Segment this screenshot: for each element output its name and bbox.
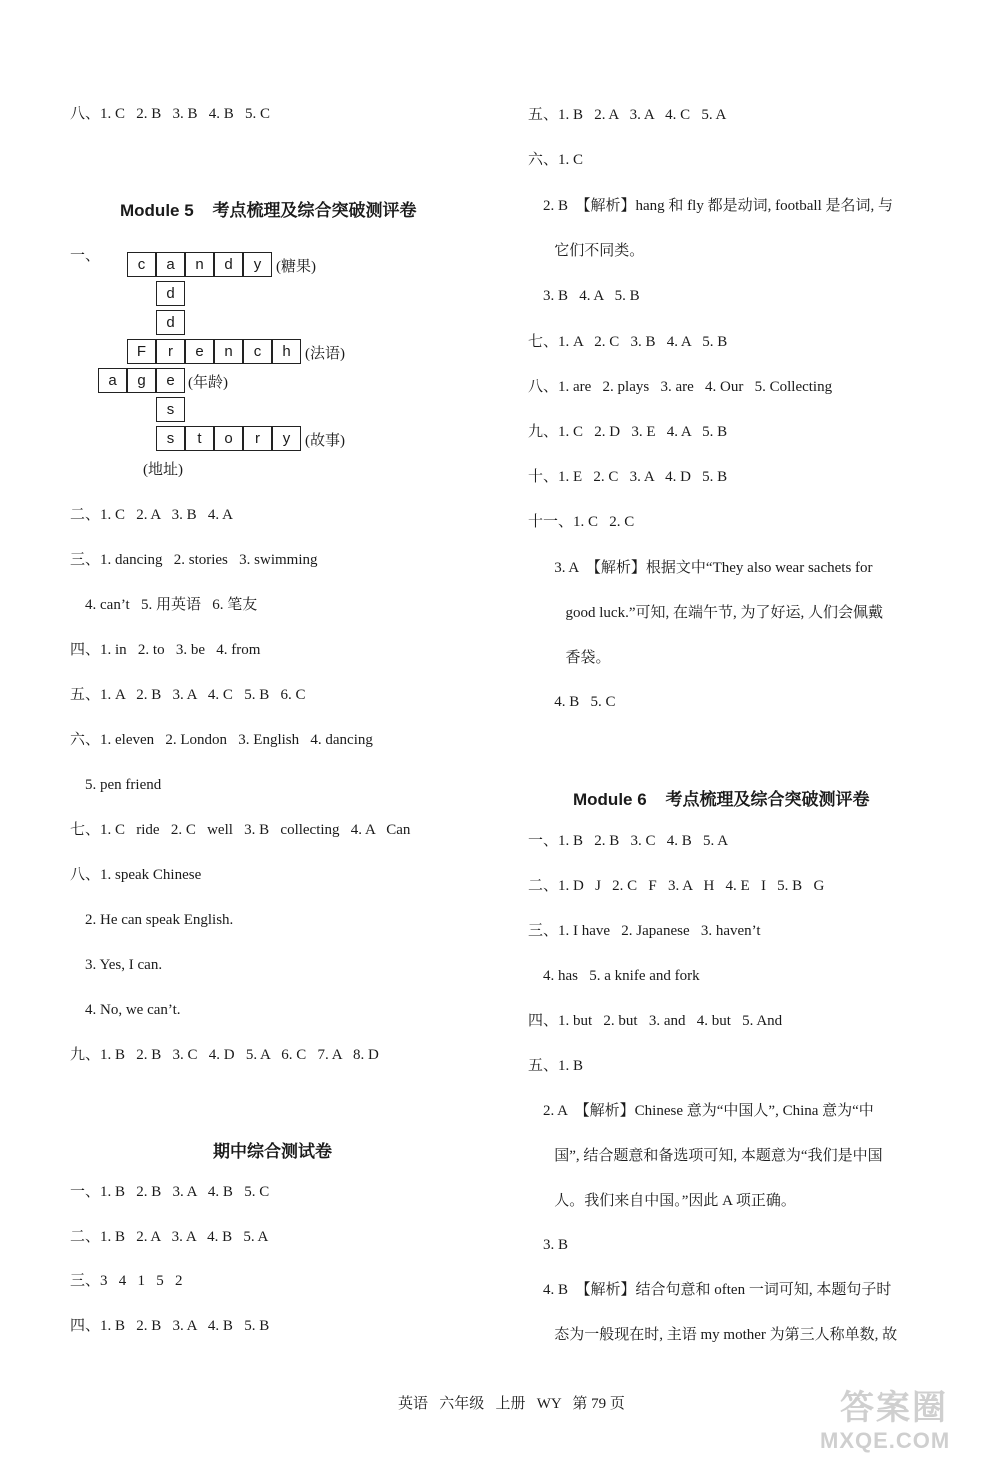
answer-line: 一、1. B 2. B 3. A 4. B 5. C [70,1184,270,1200]
crossword-cell: a [98,368,127,393]
crossword-cell: d [156,281,185,306]
answer-line: 二、1. C 2. A 3. B 4. A [70,507,233,523]
answer-line: 四、1. in 2. to 3. be 4. from [70,642,261,658]
crossword-cell: d [156,310,185,335]
answer-line: 八、1. speak Chinese [70,867,202,883]
module6-title: Module 6 考点梳理及综合突破测评卷 [573,790,870,809]
crossword-cell: n [214,339,243,364]
answer-line: 二、1. D J 2. C F 3. A H 4. E I 5. B G [528,878,825,894]
answer-line: 八、1. are 2. plays 3. are 4. Our 5. Collecting [528,379,833,395]
answer-line: 4. can’t 5. 用英语 6. 笔友 [70,597,258,613]
crossword-cell: c [127,252,156,277]
answer-line: 三、1. I have 2. Japanese 3. haven’t [528,923,761,939]
answer-line: good luck.”可知, 在端午节, 为了好运, 人们会佩戴 [528,605,883,621]
crossword-cell: o [214,426,243,451]
answer-line: 五、1. A 2. B 3. A 4. C 5. B 6. C [70,687,306,703]
answer-line: 4. B 5. C [528,694,616,710]
answer-line: 一、1. B 2. B 3. C 4. B 5. A [528,833,729,849]
answer-line: 九、1. C 2. D 3. E 4. A 5. B [528,424,728,440]
watermark-logo: 答案圈 [840,1389,948,1427]
crossword-cell: h [272,339,301,364]
crossword-note: (年龄) [188,375,228,391]
answer-line: 4. No, we can’t. [70,1002,181,1018]
answer-line: 4. has 5. a knife and fork [528,968,700,984]
answer-line: 十、1. E 2. C 3. A 4. D 5. B [528,469,728,485]
crossword-label: 一、 [70,248,101,264]
crossword-note: (法语) [305,346,345,362]
answer-line: 七、1. A 2. C 3. B 4. A 5. B [528,334,728,350]
answer-line: 十一、1. C 2. C [528,514,635,530]
answer-line: 3. B [528,1237,569,1253]
crossword-cell: r [156,339,185,364]
answer-line: 三、3 4 1 5 2 [70,1273,183,1289]
answer-line: 4. B 【解析】结合句意和 often 一词可知, 本题句子时 [528,1282,892,1298]
answer-line: 二、1. B 2. A 3. A 4. B 5. A [70,1229,269,1245]
crossword-cell: n [185,252,214,277]
crossword-cell: e [185,339,214,364]
answer-line: 四、1. but 2. but 3. and 4. but 5. And [528,1013,783,1029]
answer-line: 四、1. B 2. B 3. A 4. B 5. B [70,1318,270,1334]
answer-line: 2. A 【解析】Chinese 意为“中国人”, China 意为“中 [528,1103,874,1119]
crossword-cell: y [272,426,301,451]
answer-line: 3. B 4. A 5. B [528,288,640,304]
answer-line: 九、1. B 2. B 3. C 4. D 5. A 6. C 7. A 8. D [70,1047,379,1063]
crossword-cell: g [127,368,156,393]
answer-line: 5. pen friend [70,777,162,793]
crossword-cell: F [127,339,156,364]
answer-line: 人。我们来自中国。”因此 A 项正确。 [528,1193,796,1209]
crossword-cell: t [185,426,214,451]
answer-line: 国”, 结合题意和备选项可知, 本题意为“我们是中国 [528,1148,883,1164]
crossword-cell: s [156,426,185,451]
watermark-url: MXQE.COM [820,1428,951,1453]
answer-line: 3. A 【解析】根据文中“They also wear sachets for [528,560,873,576]
crossword-cell: d [214,252,243,277]
answer-line: 七、1. C ride 2. C well 3. B collecting 4. A Can [70,822,411,838]
answer-line: 2. He can speak English. [70,912,234,928]
answer-line: 2. B 【解析】hang 和 fly 都是动词, football 是名词, 与 [528,198,893,214]
answer-line: 态为一般现在时, 主语 my mother 为第三人称单数, 故 [528,1327,898,1343]
midterm-title: 期中综合测试卷 [213,1142,332,1161]
answer-line: 三、1. dancing 2. stories 3. swimming [70,552,318,568]
answer-line: 五、1. B 2. A 3. A 4. C 5. A [528,107,727,123]
answer-line: 香袋。 [528,650,611,666]
answer-line: 六、1. eleven 2. London 3. English 4. dancing [70,732,373,748]
answer-line: 五、1. B [528,1058,584,1074]
answer-line: 它们不同类。 [528,243,645,259]
crossword-note: (故事) [305,433,345,449]
answer-line: 3. Yes, I can. [70,957,163,973]
crossword-cell: y [243,252,272,277]
page-footer: 英语 六年级 上册 WY 第 79 页 [398,1396,625,1412]
crossword-note: (地址) [143,462,183,478]
crossword-cell: a [156,252,185,277]
answer-line: 六、1. C [528,152,584,168]
crossword-cell: e [156,368,185,393]
crossword-cell: s [156,397,185,422]
crossword-cell: r [243,426,272,451]
answer-line: 八、1. C 2. B 3. B 4. B 5. C [70,106,271,122]
module5-title: Module 5 考点梳理及综合突破测评卷 [120,201,417,220]
crossword-cell: c [243,339,272,364]
crossword-note: (糖果) [276,259,316,275]
